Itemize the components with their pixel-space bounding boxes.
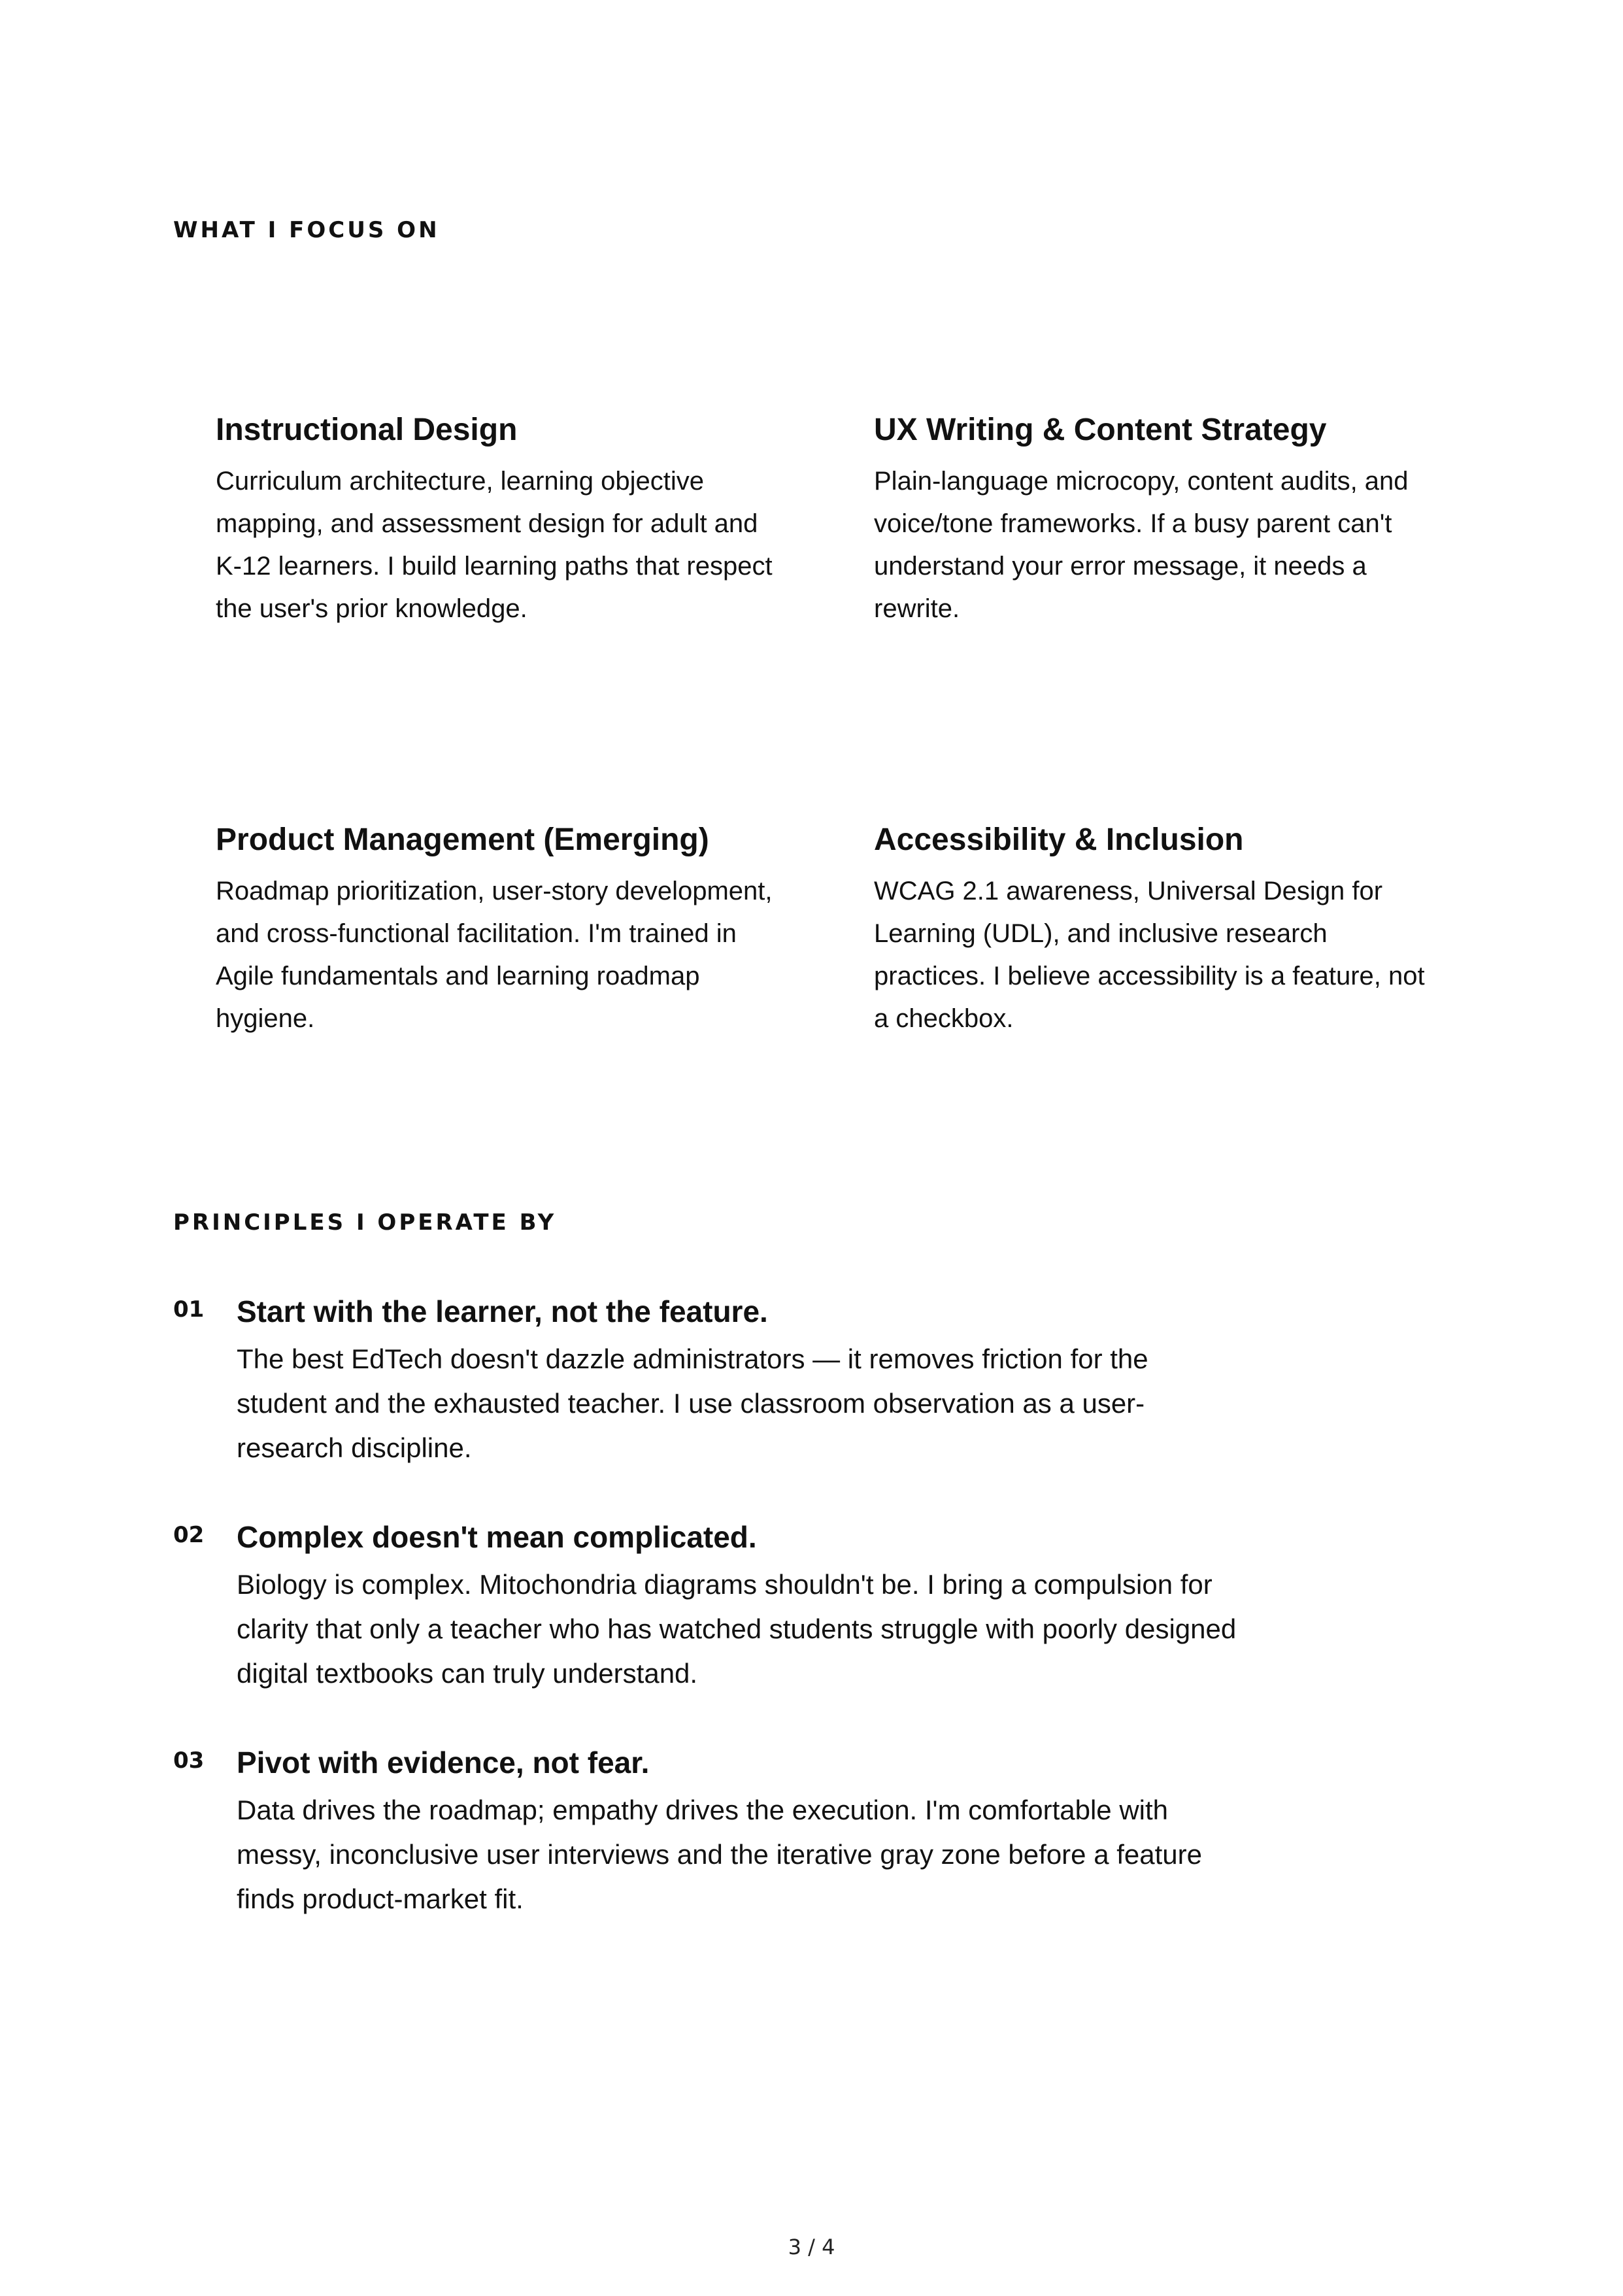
focus-card-title: Instructional Design [216, 413, 518, 447]
focus-card-ux-writing [874, 411, 1436, 630]
page-number: 3 / 4 [788, 2235, 835, 2259]
focus-card-title: UX Writing & Content Strategy [874, 413, 1327, 447]
focus-card-title: Product Management (Emerging) [216, 822, 709, 857]
focus-section-heading: WHAT I FOCUS ON [173, 217, 440, 243]
principle-number: 01 [173, 1296, 205, 1323]
principle-body: The best EdTech doesn't dazzle administrators — it removes friction for the student and the exhausted teacher. I use classroom observation as a user-research discipline. [237, 1343, 1148, 1463]
principle-title: Complex doesn't mean complicated. [237, 1520, 757, 1554]
principle-number: 02 [173, 1522, 205, 1548]
focus-card-body: WCAG 2.1 awareness, Universal Design for Learning (UDL), and inclusive research practices. I believe accessibility is a feature, not a checkbox. [874, 877, 1425, 1033]
focus-card-instructional-design [216, 411, 778, 630]
principle-number: 03 [173, 1747, 205, 1774]
focus-card-body: Plain-language microcopy, content audits, and voice/tone frameworks. If a busy parent can't understand your error message, it needs a rewrite. [874, 467, 1409, 623]
focus-card-body: Roadmap prioritization, user-story development, and cross-functional facilitation. I'm trained in Agile fundamentals and learning roadmap hygiene. [216, 877, 773, 1033]
principle-title: Start with the learner, not the feature. [237, 1294, 768, 1328]
focus-card-body: Curriculum architecture, learning objective mapping, and assessment design for adult and K-12 learners. I build learning paths that respect the user's prior knowledge. [216, 467, 773, 623]
focus-card-accessibility [874, 820, 1436, 1040]
principle-body: Data drives the roadmap; empathy drives the execution. I'm comfortable with messy, inconclusive user interviews and the iterative gray zone before a feature finds product-market fit. [237, 1795, 1202, 1914]
focus-card-title: Accessibility & Inclusion [874, 822, 1244, 857]
principle-title: Pivot with evidence, not fear. [237, 1746, 650, 1780]
principle-body: Biology is complex. Mitochondria diagrams shouldn't be. I bring a compulsion for clarity that only a teacher who has watched students struggle with poorly designed digital textbooks can truly understand. [237, 1569, 1237, 1689]
principles-section-heading: PRINCIPLES I OPERATE BY [173, 1209, 557, 1236]
focus-card-product-management [216, 820, 778, 1040]
